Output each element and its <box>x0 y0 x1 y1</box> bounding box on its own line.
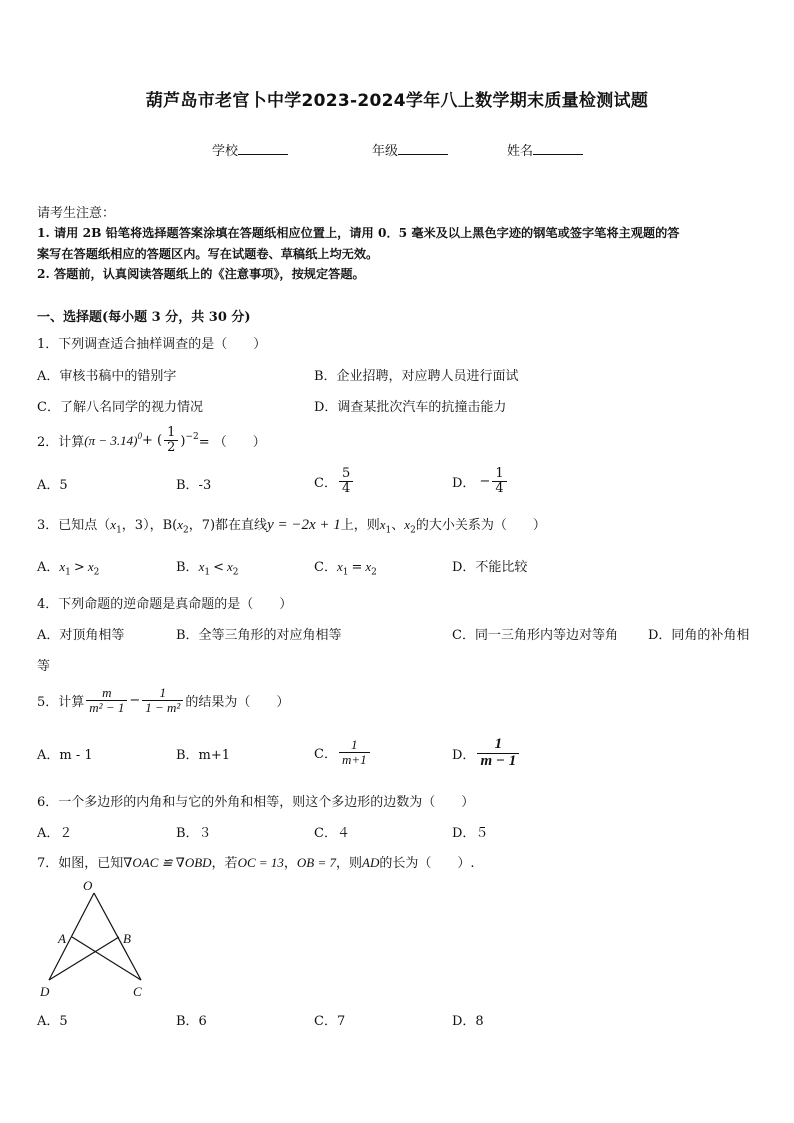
q1-option-c: C．了解八名同学的视力情况 <box>37 400 203 415</box>
q1-option-a: A．审核书稿中的错别字 <box>37 369 177 384</box>
q7-option-a: A．5 <box>37 1014 68 1029</box>
q5-option-c: C． $\frac{1}{m+1}$ <box>314 732 372 772</box>
q2-expr-a: $(\pi - 3.14)^0$ <box>84 431 142 448</box>
notice-line-1b: 案写在答题纸相应的答题区内。写在试题卷、草稿纸上均无效。 <box>37 247 379 261</box>
q2-option-d: D． − $\frac{1}{4}$ <box>452 462 509 500</box>
q2-option-c: C． $\frac{5}{4}$ <box>314 462 355 500</box>
label-b: B <box>123 931 131 946</box>
q7-triangle-figure <box>30 876 160 1004</box>
q2-suffix: = （ ） <box>198 434 266 450</box>
q3-option-d: D．不能比较 <box>452 560 528 575</box>
q2-plus: + ( <box>141 432 163 448</box>
line-oc <box>94 893 141 980</box>
name-label: 姓名 <box>507 144 534 159</box>
school-field <box>212 140 288 159</box>
school-label: 学校 <box>212 144 239 159</box>
q5-option-d: D． $\frac{1}{m - 1}$ <box>452 732 521 774</box>
notice-line-2: 2. 答题前，认真阅读答题纸上的《注意事项》，按规定答题。 <box>37 267 365 281</box>
q3-option-b: B．$x_1 < x_2$ <box>176 559 239 578</box>
page-title: 葫芦岛市老官卜中学2023-2024学年八上数学期末质量检测试题 <box>145 91 649 111</box>
q2-option-c-fraction: $\frac{5}{4}$ <box>339 467 353 495</box>
q1-option-d: D．调查某批次汽车的抗撞击能力 <box>314 400 507 415</box>
notice-line-1a: 1. 请用 2B 铅笔将选择题答案涂填在答题纸相应位置上，请用 0．5 毫米及以上黑色字迹的钢笔或签字笔将主观题的答 <box>37 226 680 240</box>
q5-fraction-2: $\frac{1}{\text{1 − m²}}$ <box>142 686 183 714</box>
section-heading: 一、选择题(每小题 3 分，共 30 分) <box>37 310 251 325</box>
q1-option-b: B．企业招聘，对应聘人员进行面试 <box>314 369 519 384</box>
q1-stem: 1．下列调查适合抽样调查的是（ ） <box>37 337 267 352</box>
q7-option-c: C．7 <box>314 1014 346 1029</box>
q2-prefix: 2．计算 <box>37 434 85 450</box>
name-blank <box>533 141 583 155</box>
q6-stem: 6．一个多边形的内角和与它的外角和相等，则这个多边形的边数为（ ） <box>37 795 475 810</box>
q4-stem: 4．下列命题的逆命题是真命题的是（ ） <box>37 597 293 612</box>
q5-stem: 5．计算 $\frac{m}{\text{m² − 1}}$ − $\frac{1}{\text{1 − m²}}$ 的结果为（ ） <box>37 684 290 715</box>
line-od <box>49 893 94 980</box>
q2-fraction: $\frac{1}{2}$ <box>164 426 178 454</box>
q7-option-b: B．6 <box>176 1014 207 1029</box>
q2-close: )$^{-2}$ <box>180 431 199 449</box>
label-d: D <box>40 984 50 999</box>
q5-fraction-1: $\frac{m}{\text{m² − 1}}$ <box>86 686 127 714</box>
q2-option-b: B．-3 <box>176 478 212 493</box>
q7-option-d: D．8 <box>452 1014 484 1029</box>
q4-option-d: D．同角的补角相 <box>648 628 750 643</box>
q4-option-d-wrap: 等 <box>37 659 51 674</box>
label-a: A <box>58 931 66 946</box>
label-o: O <box>83 878 93 893</box>
grade-label: 年级 <box>372 144 399 159</box>
q4-option-c: C．同一三角形内等边对等角 <box>452 628 618 643</box>
q6-option-c: C．４ <box>314 826 350 841</box>
q5-option-d-fraction: $\frac{1}{m - 1}$ <box>477 737 519 770</box>
q4-option-b: B．全等三角形的对应角相等 <box>176 628 342 643</box>
q2-option-d-fraction: $\frac{1}{4}$ <box>492 467 506 495</box>
q3-stem: 3．已知点（$x_1$，3），$B(x_2$，7)都在直线y = −2x + 1上，则$x_1$、$x_2$的大小关系为（ ） <box>37 517 546 536</box>
q2-option-a: A．5 <box>37 478 68 493</box>
q5-option-c-fraction: $\frac{1}{m+1}$ <box>339 738 370 766</box>
grade-blank <box>398 141 448 155</box>
q3-option-c: C．$x_1 = x_2$ <box>314 559 377 578</box>
school-blank <box>238 141 288 155</box>
q5-option-b: B．m+1 <box>176 748 231 763</box>
label-c: C <box>133 984 142 999</box>
q6-option-b: B．３ <box>176 826 212 841</box>
q2-stem <box>37 422 266 458</box>
q6-option-d: D．５ <box>452 826 489 841</box>
q4-option-a: A．对顶角相等 <box>37 628 125 643</box>
q5-option-a: A．m - 1 <box>37 748 93 763</box>
q3-option-a: A．$x_1 > x_2$ <box>37 559 100 578</box>
grade-field <box>372 140 448 159</box>
notice-heading: 请考生注意： <box>37 206 116 221</box>
q6-option-a: A．２ <box>37 826 73 841</box>
name-field <box>507 140 583 159</box>
q7-stem: 7．如图，已知∇OAC ≌ ∇OBD，若OC = 13，OB = 7，则AD的长为（ ）. <box>37 855 475 871</box>
